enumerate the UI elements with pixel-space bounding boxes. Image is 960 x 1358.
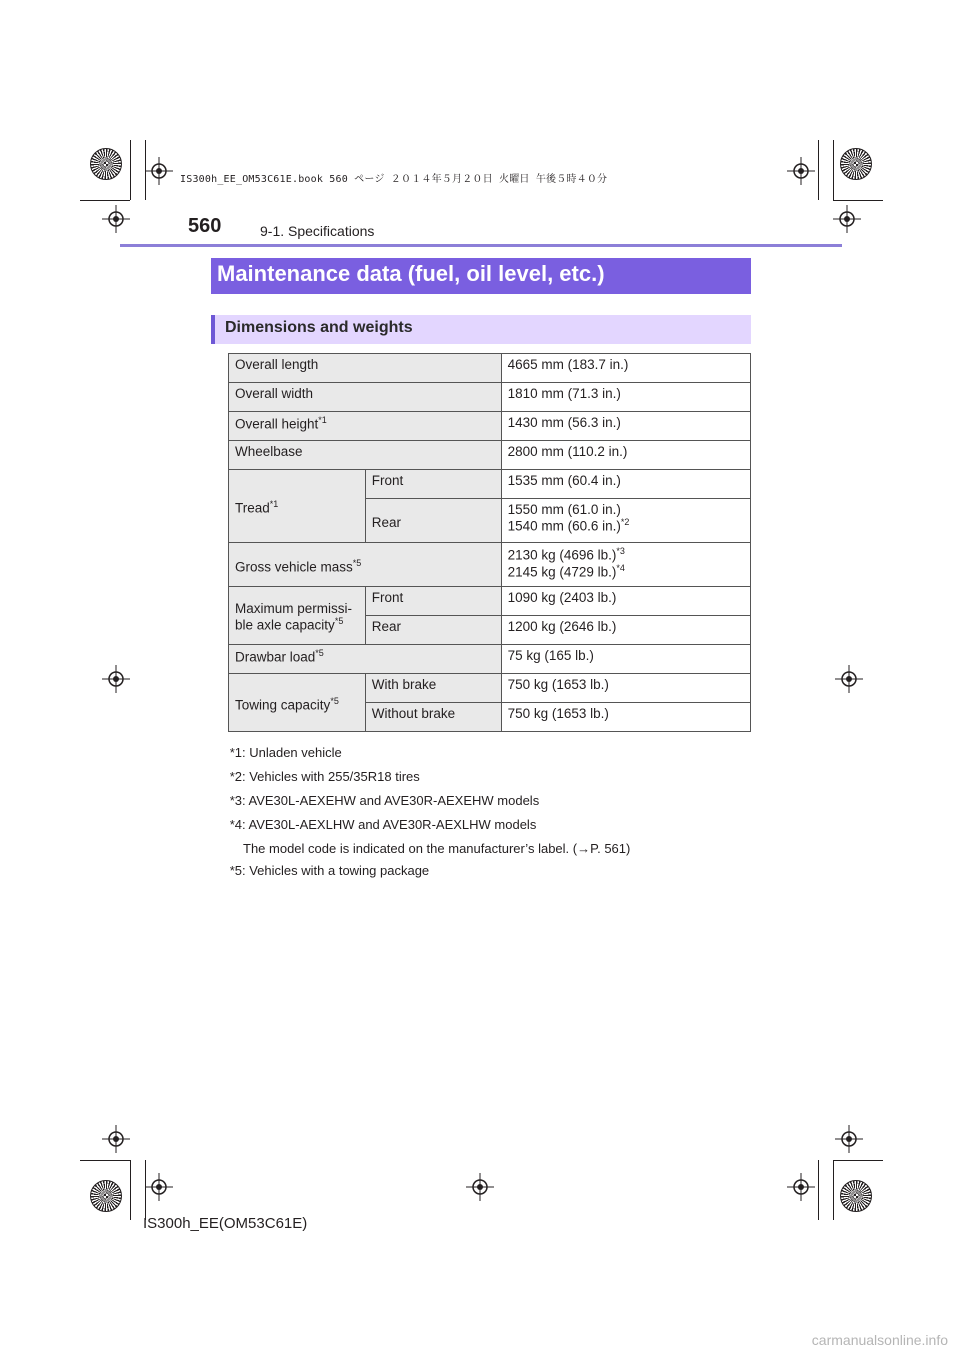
row-value: 1200 kg (2646 lb.) <box>501 616 750 645</box>
row-value: 1430 mm (56.3 in.) <box>501 412 750 441</box>
crosshair-icon <box>102 1125 130 1153</box>
row-value: 1090 kg (2403 lb.) <box>501 587 750 616</box>
row-value: 2130 kg (4696 lb.)$^{*3}$ 2145 kg (4729 lb.)$^{*4}$ <box>501 543 750 587</box>
table-row <box>229 441 751 470</box>
subsection-title: Dimensions and weights <box>211 315 751 344</box>
sub-label: Rear <box>365 616 501 645</box>
page-number: 560 <box>188 215 222 237</box>
sub-label: With brake <box>365 674 501 703</box>
registration-ball-icon <box>90 1180 122 1212</box>
crosshair-icon <box>787 157 815 185</box>
crosshair-icon <box>466 1173 494 1201</box>
row-label: Maximum permissi- ble axle capacity$^{*5}$ <box>229 587 366 645</box>
crosshair-icon <box>145 157 173 185</box>
row-value: 4665 mm (183.7 in.) <box>501 354 750 383</box>
crosshair-icon <box>102 205 130 233</box>
registration-ball-icon <box>90 148 122 180</box>
row-value: 1535 mm (60.4 in.) <box>501 470 750 499</box>
row-label: Overall width <box>229 383 502 412</box>
row-value: 750 kg (1653 lb.) <box>501 703 750 732</box>
row-value: 750 kg (1653 lb.) <box>501 674 750 703</box>
table-row <box>229 674 751 703</box>
table-row <box>229 543 751 587</box>
header-rule <box>120 244 842 247</box>
row-value: 75 kg (165 lb.) <box>501 645 750 674</box>
sub-label: Front <box>365 470 501 499</box>
crosshair-icon <box>833 205 861 233</box>
table-row <box>229 470 751 499</box>
row-label: Overall height$^{*1}$ <box>229 412 502 441</box>
footnote-ref: *5 <box>330 695 339 706</box>
footnote: *2 : Vehicles with 255/35R18 tires <box>229 769 420 784</box>
table-row <box>229 645 751 674</box>
registration-ball-icon <box>840 148 872 180</box>
footnote-continuation: The model code is indicated on the manufacturer’s label. (→P. 561) <box>243 841 631 856</box>
crosshair-icon <box>145 1173 173 1201</box>
dimensions-table <box>228 353 751 732</box>
footnote: *1 : Unladen vehicle <box>229 745 342 760</box>
sub-label: Without brake <box>365 703 501 732</box>
row-label: Overall length <box>229 354 502 383</box>
footnote-ref: *1 <box>318 415 327 425</box>
table-row <box>229 383 751 412</box>
row-label: Tread$^{*1}$ <box>229 470 366 543</box>
crosshair-icon <box>787 1173 815 1201</box>
table-row <box>229 412 751 441</box>
footer-code: IS300h_EE(OM53C61E) <box>143 1215 308 1232</box>
row-value: 1810 mm (71.3 in.) <box>501 383 750 412</box>
crosshair-icon <box>835 1125 863 1153</box>
footnote: *3 : AVE30L-AEXEHW and AVE30R-AEXEHW models <box>229 793 540 808</box>
row-value: 1550 mm (61.0 in.) 1540 mm (60.6 in.)$^{*2}$ <box>501 499 750 543</box>
page-title: Maintenance data (fuel, oil level, etc.) <box>211 258 751 294</box>
row-label: Wheelbase <box>229 441 502 470</box>
footnote-ref: *1 <box>269 499 279 510</box>
table-row <box>229 354 751 383</box>
registration-ball-icon <box>840 1180 872 1212</box>
row-label: Gross vehicle mass$^{*5}$ <box>229 543 502 587</box>
footnote-ref: *5 <box>352 557 362 568</box>
crosshair-icon <box>102 665 130 693</box>
row-label: Drawbar load$^{*5}$ <box>229 645 502 674</box>
watermark: carmanualsonline.info <box>811 1332 948 1348</box>
crosshair-icon <box>835 665 863 693</box>
print-info: IS300h_EE_OM53C61E.book 560 ページ ２０１４年５月２０日 火曜日 午後５時４０分 <box>180 174 608 185</box>
footnote: *5 : Vehicles with a towing package <box>229 863 430 878</box>
section-title: 9-1. Specifications <box>260 223 375 239</box>
sub-label: Rear <box>365 499 501 543</box>
footnote: *4 : AVE30L-AEXLHW and AVE30R-AEXLHW models <box>229 817 537 832</box>
footnote-ref: *5 <box>315 648 324 658</box>
footnotes <box>222 742 762 884</box>
sub-label: Front <box>365 587 501 616</box>
table-row <box>229 587 751 616</box>
footnote-ref: *5 <box>334 616 344 627</box>
row-label: Towing capacity$^{*5}$ <box>229 674 366 732</box>
row-value: 2800 mm (110.2 in.) <box>501 441 750 470</box>
footnote-ref: *2 <box>620 517 630 527</box>
